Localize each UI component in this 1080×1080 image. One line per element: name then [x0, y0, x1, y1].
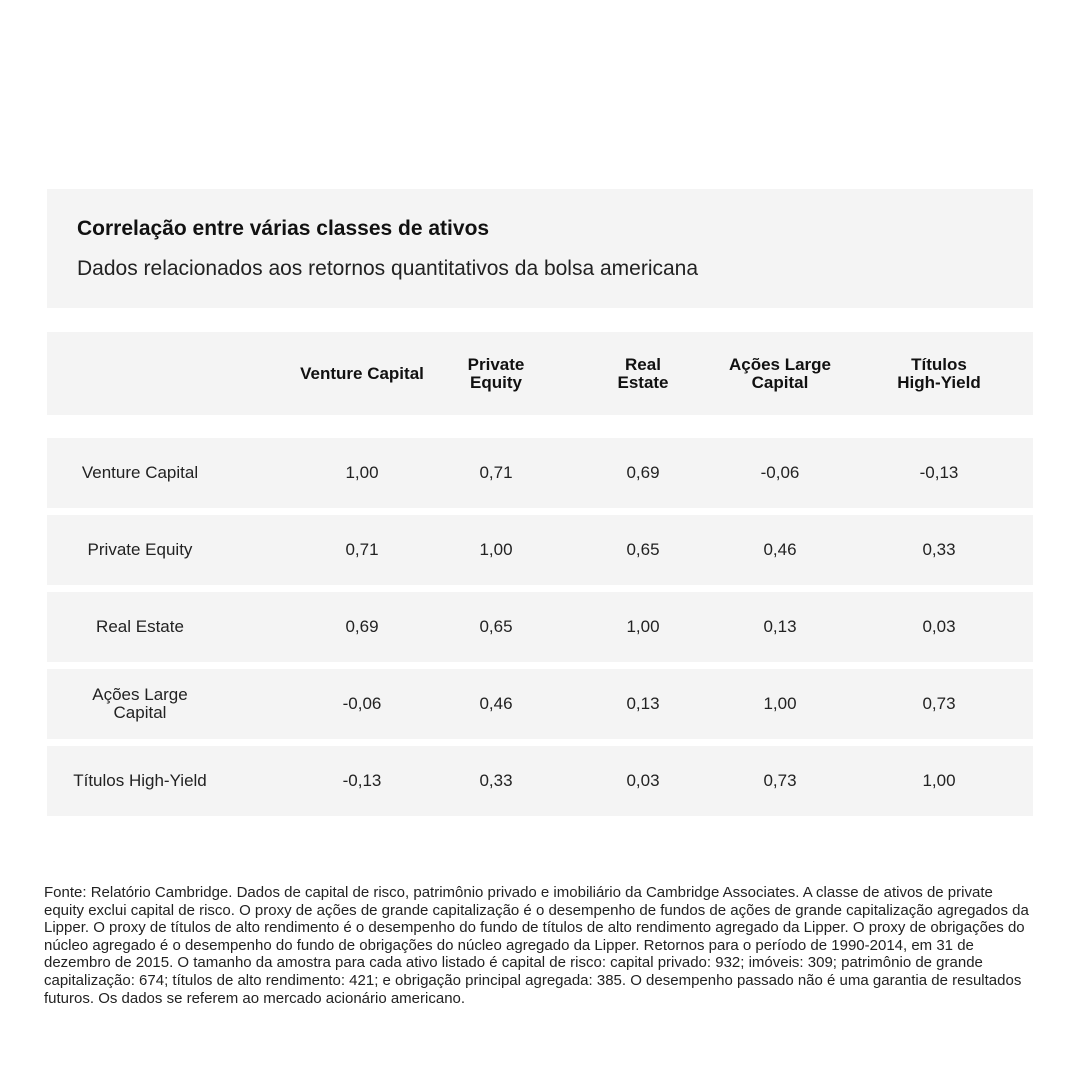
correlation-value: 0,03 [626, 771, 660, 790]
row-label: Títulos High-Yield [73, 771, 207, 790]
correlation-value: 0,03 [922, 617, 956, 636]
table-row [47, 592, 1033, 662]
correlation-value: 0,73 [922, 694, 956, 713]
correlation-value: -0,13 [342, 771, 382, 790]
column-header: Ações Large Capital [728, 354, 832, 392]
correlation-value: 0,13 [763, 617, 797, 636]
table-row [47, 515, 1033, 585]
table-row [47, 746, 1033, 816]
correlation-value: 0,33 [922, 540, 956, 559]
column-header: Títulos High-Yield [897, 354, 981, 392]
correlation-value: 0,73 [763, 771, 797, 790]
correlation-value: -0,06 [342, 694, 382, 713]
chart-subtitle: Dados relacionados aos retornos quantitativos da bolsa americana [77, 257, 699, 280]
correlation-value: 0,71 [479, 463, 513, 482]
correlation-value: 1,00 [763, 694, 797, 713]
correlation-value: 0,71 [345, 540, 379, 559]
row-label: Ações Large Capital [92, 685, 188, 722]
correlation-value: 1,00 [626, 617, 660, 636]
row-label: Venture Capital [81, 463, 199, 482]
table-row [47, 669, 1033, 739]
chart-title: Correlação entre várias classes de ativos [77, 217, 490, 240]
column-header: Private Equity [467, 354, 525, 392]
correlation-value: 0,13 [626, 694, 660, 713]
correlation-value: -0,06 [760, 463, 800, 482]
row-label: Real Estate [96, 617, 184, 636]
correlation-value: 0,33 [479, 771, 513, 790]
correlation-value: -0,13 [919, 463, 959, 482]
correlation-value: 0,69 [626, 463, 660, 482]
title-panel [47, 189, 1033, 308]
footnote: Fonte: Relatório Cambridge. Dados de capital de risco, patrimônio privado e imobiliário da Cambridge Associates. A classe de ativos de private equity exclui capital de risco. O proxy de ações de grande capitalização é o desempenho de fundos de ações de grande capitalização agregados da Lipper. O proxy de títulos de alto rendimento é o desempenho do fundo de títulos de alto rendimento agregado da Lipper. O proxy de obrigações do núcleo agregado é o desempenho do fundo de obrigações do núcleo agregado da Lipper. Retornos para o período de 1990-2014, em 31 de dezembro de 2015. O tamanho da amostra para cada ativo listado é capital de risco: capital privado: 932; imóveis: 309; patrimônio de grande capitalização: 674; títulos de alto rendimento: 421; e obrigação principal agregada: 385. O desempenho passado não é uma garantia de resultados futuros. Os dados se referem ao mercado acionário americano. [44, 884, 1029, 1007]
table-row [47, 438, 1033, 508]
correlation-value: 1,00 [479, 540, 513, 559]
table-header-row [47, 332, 1033, 415]
correlation-value: 1,00 [345, 463, 379, 482]
correlation-value: 0,65 [479, 617, 513, 636]
correlation-value: 0,65 [626, 540, 660, 559]
row-label: Private Equity [87, 540, 193, 559]
column-header: Real Estate [617, 354, 669, 392]
correlation-value: 1,00 [922, 771, 956, 790]
column-header: Venture Capital [300, 363, 424, 383]
correlation-value: 0,46 [763, 540, 797, 559]
correlation-value: 0,46 [479, 694, 513, 713]
correlation-value: 0,69 [345, 617, 379, 636]
